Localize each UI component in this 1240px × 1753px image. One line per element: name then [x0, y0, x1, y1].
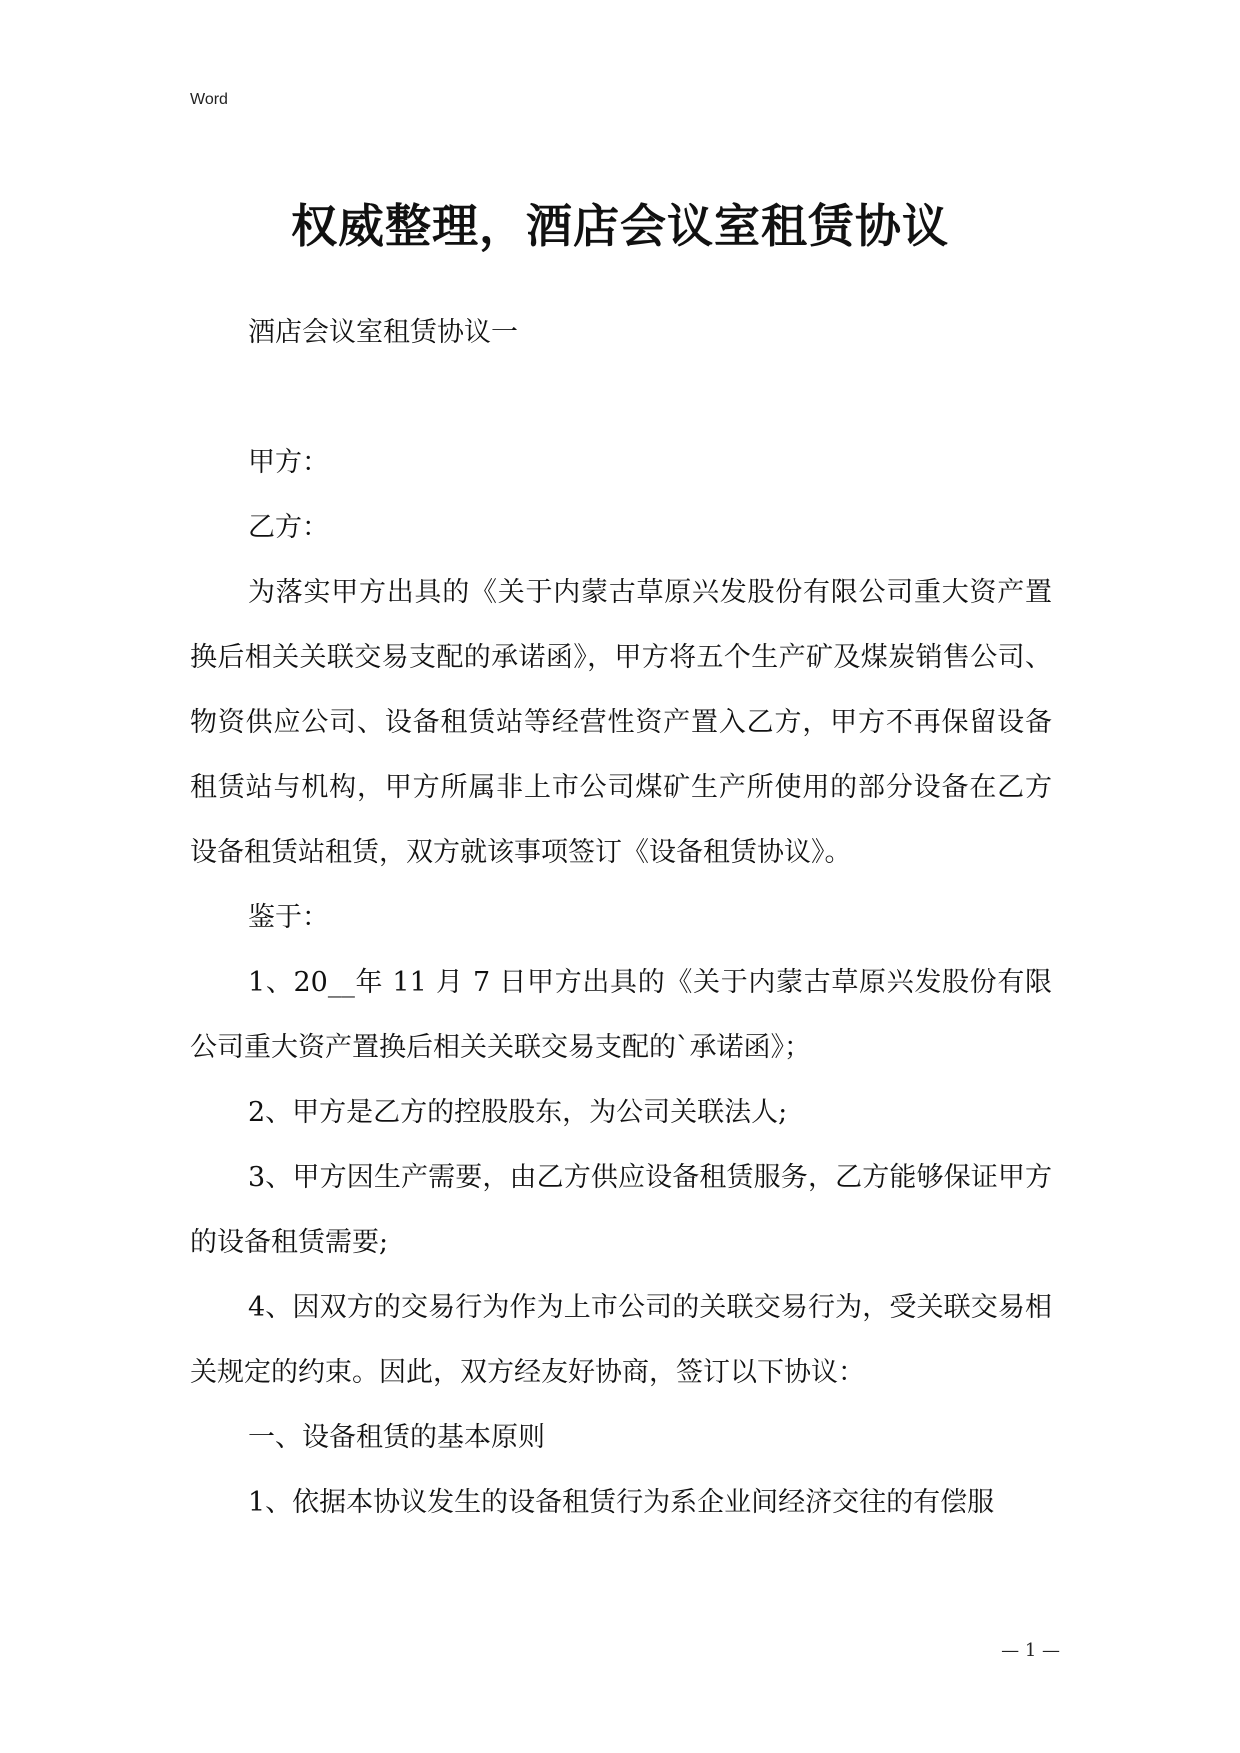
- whereas-item-2: 2、甲方是乙方的控股股东，为公司关联法人;: [248, 1097, 788, 1128]
- document-header-label: Word: [190, 91, 228, 108]
- section-1-clause-1: 1、依据本协议发生的设备租赁行为系企业间经济交往的有偿服: [248, 1487, 995, 1518]
- whereas-item-4: 4、因双方的交易行为作为上市公司的关联交易行为，受关联交易相关规定的约束。因此，双方经友好协商，签订以下协议：: [190, 1292, 1052, 1388]
- document-subtitle: 酒店会议室租赁协议一: [248, 317, 518, 348]
- page-number: — 1 —: [1001, 1640, 1060, 1661]
- party-b-line: 乙方：: [248, 512, 329, 543]
- preamble-paragraph: 为落实甲方出具的《关于内蒙古草原兴发股份有限公司重大资产置换后相关关联交易支配的承诺函》，甲方将五个生产矿及煤炭销售公司、物资供应公司、设备租赁站等经营性资产置入乙方，甲方不再保留设备租赁站与机构，甲方所属非上市公司煤矿生产所使用的部分设备在乙方设备租赁站租赁，双方就该事项签订《设备租赁协议》。: [190, 577, 1052, 868]
- document-title: 权威整理，酒店会议室租赁协议: [291, 199, 949, 253]
- party-a-line: 甲方：: [248, 447, 329, 478]
- whereas-heading: 鉴于：: [248, 902, 329, 933]
- section-heading-1: 一、设备租赁的基本原则: [248, 1422, 545, 1453]
- whereas-item-1: 1、20__年 11 月 7 日甲方出具的《关于内蒙古草原兴发股份有限公司重大资产置换后相关关联交易支配的`承诺函》；: [190, 967, 1052, 1063]
- whereas-item-3: 3、甲方因生产需要，由乙方供应设备租赁服务，乙方能够保证甲方的设备租赁需要;: [190, 1162, 1052, 1258]
- document-body: [190, 300, 1052, 1535]
